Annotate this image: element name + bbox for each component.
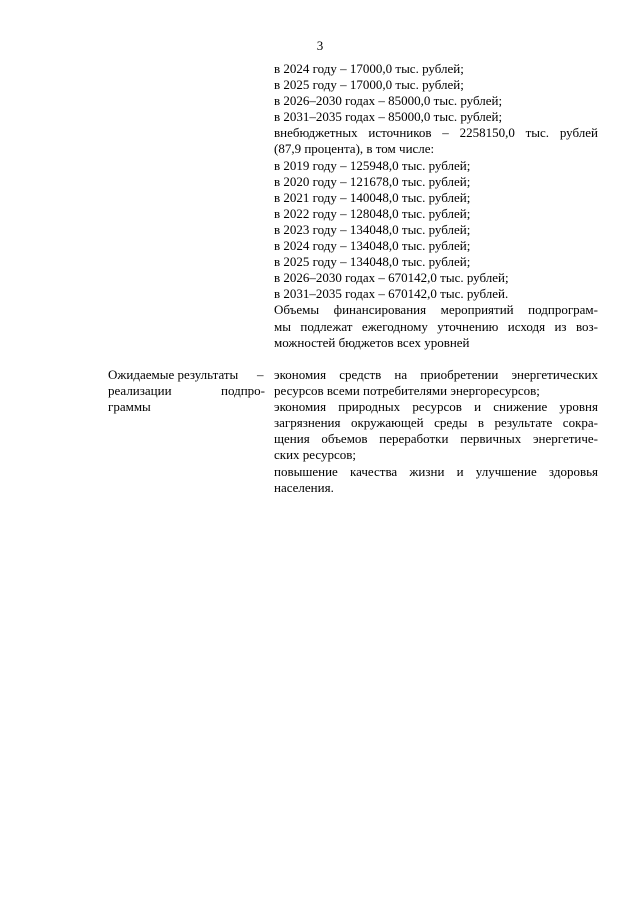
results-section xyxy=(274,367,598,496)
budget-line-2026-2030: в 2026–2030 годах – 85000,0 тыс. рублей; xyxy=(274,93,503,109)
result-line: загрязнения окружающей среды в результате сокра- xyxy=(274,415,598,431)
funding-note-line: Объемы финансирования мероприятий подпрограм- xyxy=(274,302,598,318)
extrabudget-line-2031-2035: в 2031–2035 годах – 670142,0 тыс. рублей. xyxy=(274,286,509,302)
label-dash: – xyxy=(257,367,264,382)
extrabudget-line-2025: в 2025 году – 134048,0 тыс. рублей; xyxy=(274,254,471,270)
extrabudget-line-2026-2030: в 2026–2030 годах – 670142,0 тыс. рублей; xyxy=(274,270,509,286)
extrabudget-line-2020: в 2020 году – 121678,0 тыс. рублей; xyxy=(274,173,471,189)
extrabudget-total-line: внебюджетных источников – 2258150,0 тыс. рублей xyxy=(274,125,598,141)
result-item-quality-of-life xyxy=(274,464,598,496)
result-line: экономия средств на приобретении энергетических xyxy=(274,367,598,382)
results-label-line: Ожидаемые результаты xyxy=(108,367,239,382)
funding-note xyxy=(274,302,598,350)
page-number: 3 xyxy=(316,38,324,53)
result-item-natural-resources xyxy=(274,399,598,463)
extrabudget-line-2019: в 2019 году – 125948,0 тыс. рублей; xyxy=(274,157,471,173)
result-line: населения. xyxy=(274,479,334,495)
results-label-line: реализации подпро- xyxy=(108,383,265,399)
result-line: ских ресурсов; xyxy=(274,447,357,463)
extrabudget-line-2021: в 2021 году – 140048,0 тыс. рублей; xyxy=(274,189,471,205)
funding-note-line: можностей бюджетов всех уровней xyxy=(274,334,470,350)
budget-line-2025: в 2025 году – 17000,0 тыс. рублей; xyxy=(274,77,464,93)
funding-section xyxy=(274,61,598,351)
budget-line-2031-2035: в 2031–2035 годах – 85000,0 тыс. рублей; xyxy=(274,109,503,125)
extrabudget-line-2022: в 2022 году – 128048,0 тыс. рублей; xyxy=(274,205,471,221)
result-line: повышение качества жизни и улучшение здоровья xyxy=(274,463,598,479)
extrabudget-total xyxy=(274,125,598,157)
funding-note-line: мы подлежат ежегодному уточнению исходя из воз- xyxy=(274,318,598,334)
extrabudget-line-2024: в 2024 году – 134048,0 тыс. рублей; xyxy=(274,238,471,254)
extrabudget-percent-line: (87,9 процента), в том числе: xyxy=(274,141,435,157)
results-label xyxy=(108,367,265,415)
results-label-line: граммы xyxy=(108,399,151,415)
budget-line-2024: в 2024 году – 17000,0 тыс. рублей; xyxy=(274,61,464,76)
result-item-energy-savings xyxy=(274,367,598,399)
result-line: экономия природных ресурсов и снижение уровня xyxy=(274,399,598,415)
result-line: ресурсов всеми потребителями энергоресурсов; xyxy=(274,383,540,399)
extrabudget-line-2023: в 2023 году – 134048,0 тыс. рублей; xyxy=(274,221,471,237)
result-line: щения объемов переработки первичных энергетиче- xyxy=(274,431,598,447)
